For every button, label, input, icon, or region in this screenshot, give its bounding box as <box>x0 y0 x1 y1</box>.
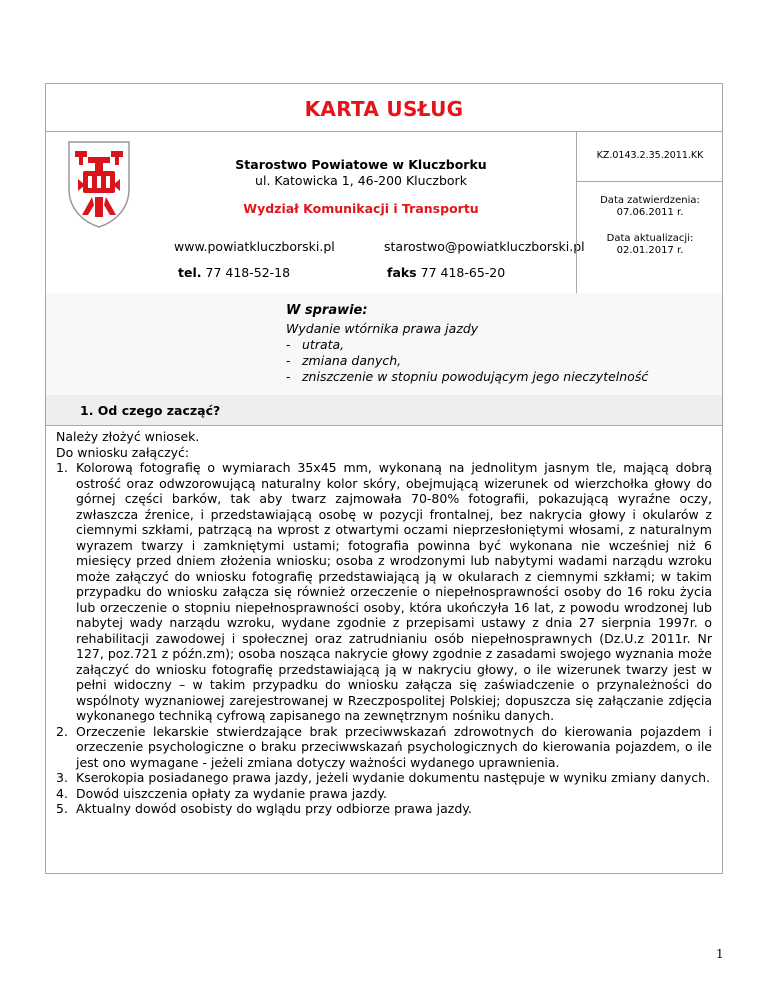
matter-reasons <box>286 337 648 385</box>
matter-block <box>46 293 722 396</box>
list-item: - zmiana danych, <box>286 353 648 369</box>
update-label: Data aktualizacji: <box>606 233 694 244</box>
email-link[interactable]: starostwo@powiatkluczborski.pl <box>384 239 585 254</box>
approval-label: Data zatwierdzenia: <box>600 195 700 206</box>
fax-label: faks <box>387 265 417 280</box>
update-date-block <box>577 233 723 257</box>
phone-number <box>178 265 290 280</box>
update-date: 02.01.2017 r. <box>616 245 684 256</box>
list-item <box>56 460 712 724</box>
matter-subject: Wydanie wtórnika prawa jazdy <box>286 321 479 336</box>
item-number: 5. <box>56 801 68 816</box>
item-text: Dowód uiszczenia opłaty za wydanie prawa jazdy. <box>76 785 388 801</box>
intro-text: Do wniosku załączyć: <box>56 444 190 460</box>
list-item: - zniszczenie w stopniu powodującym jego nieczytelność <box>286 369 648 385</box>
matter-heading: W sprawie: <box>286 303 368 318</box>
item-number: 4. <box>56 785 68 801</box>
list-item <box>56 724 712 771</box>
page-title: KARTA USŁUG <box>304 97 464 121</box>
item-text: Kolorową fotografię o wymiarach 35x45 mm, wykonaną na jednolitym jasnym tle, mającą dobrą ostrość oraz odwzorowującą naturalny kolor skóry, obejmującą wizerunek od wierzchołka głowy do górnej części barków, tak aby twarz zajmowała 70-80% fotografii, pokazującą wyraźne oczy, zwłaszcza źrenice, i przedstawiającą osobę w pozycji frontalnej, bez nakrycia głowy i okularów z ciemnymi szkłami, patrzącą na wprost z otwartymi oczami nieprzesłoniętymi włosami, z naturalnym wyrazem twarzy i zamkniętymi ustami; fotografia powinna być wykonana nie wcześniej niż 6 miesięcy przed dniem złożenia wniosku; osoba z wrodzonymi lub nabytymi wadami narządu wzroku może załączyć do wniosku fotografię przedstawiającą ją w okularach z ciemnymi szkłami; w takim przypadku do wniosku załącza się również orzeczenie o niepełnosprawności osoby do 16 roku życia lub orzeczenie o stopniu niepełnosprawności osoby, która ukończyła 16 lat, z powodu wrodzonej lub nabytej wady narządu wzroku, wydane zgodnie z przepisami ustawy z dnia 27 sierpnia 1997r. o rehabilitacji zawodowej i społecznej oraz zatrudnianiu osób niepełnosprawnych (Dz.U.z 2011r. Nr 127, poz.721 z późn.zm); osoba nosząca nakrycie głowy zgodnie z zasadami swojego wyznania może załączyć do wniosku fotografię przedstawiającą ją w nakryciu głowy, o ile wizerunek twarzy jest w pełni widoczny – w takim przypadku do wniosku załącza się zaświadczenie o przynależności do wspólnoty wyznaniowej zarejestrowanej w Rzeczpospolitej Polskiej; dopuszcza się załączanie zdjęcia wykonanego techniką cyfrową zapisanego na zewnętrznym nośniku danych. <box>76 460 712 723</box>
department-name: Wydział Komunikacji i Transportu <box>243 201 479 216</box>
item-number: 1. <box>56 460 68 475</box>
document-meta <box>576 131 723 293</box>
case-number: KZ.0143.2.35.2011.KK <box>577 131 723 182</box>
list-item <box>56 786 712 802</box>
title-row <box>46 84 722 132</box>
intro-text: Należy złożyć wniosek. <box>56 429 200 444</box>
requirements-list <box>56 460 712 817</box>
fax-number <box>387 265 505 280</box>
website-link[interactable]: www.powiatkluczborski.pl <box>174 239 335 254</box>
header-block <box>46 131 722 294</box>
section-content <box>56 429 712 817</box>
page-number: 1 <box>716 947 724 961</box>
service-card <box>45 83 723 874</box>
tel-label: tel. <box>178 265 202 280</box>
item-text: Aktualny dowód osobisty do wglądu przy odbiorze prawa jazdy. <box>76 801 472 816</box>
list-item: - utrata, <box>286 337 648 353</box>
office-info <box>146 131 585 293</box>
item-text: Kserokopia posiadanego prawa jazdy, jeżeli wydanie dokumentu następuje w wyniku zmiany danych. <box>76 770 710 785</box>
item-text: Orzeczenie lekarskie stwierdzające brak przeciwwskazań zdrowotnych do kierowania pojazdem i orzeczenie psychologiczne o braku przeciwwskazań psychologicznych do kierowania pojazdem, o ile jest ono wymagane - jeżeli zmiana dotyczy ważności wydanego uprawnienia. <box>76 723 712 770</box>
fax-value: 77 418-65-20 <box>420 265 506 280</box>
section-heading <box>46 395 722 426</box>
office-address: ul. Katowicka 1, 46-200 Kluczbork <box>255 173 467 188</box>
item-number: 2. <box>56 723 68 739</box>
approval-date: 07.06.2011 r. <box>616 207 684 218</box>
approval-date-block <box>577 195 723 219</box>
tel-value: 77 418-52-18 <box>205 265 291 280</box>
item-number: 3. <box>56 770 68 785</box>
coat-of-arms-icon <box>66 139 132 229</box>
section-title: 1. Od czego zacząć? <box>80 403 221 418</box>
list-item <box>56 801 712 817</box>
office-name: Starostwo Powiatowe w Kluczborku <box>235 157 487 172</box>
list-item <box>56 770 712 786</box>
